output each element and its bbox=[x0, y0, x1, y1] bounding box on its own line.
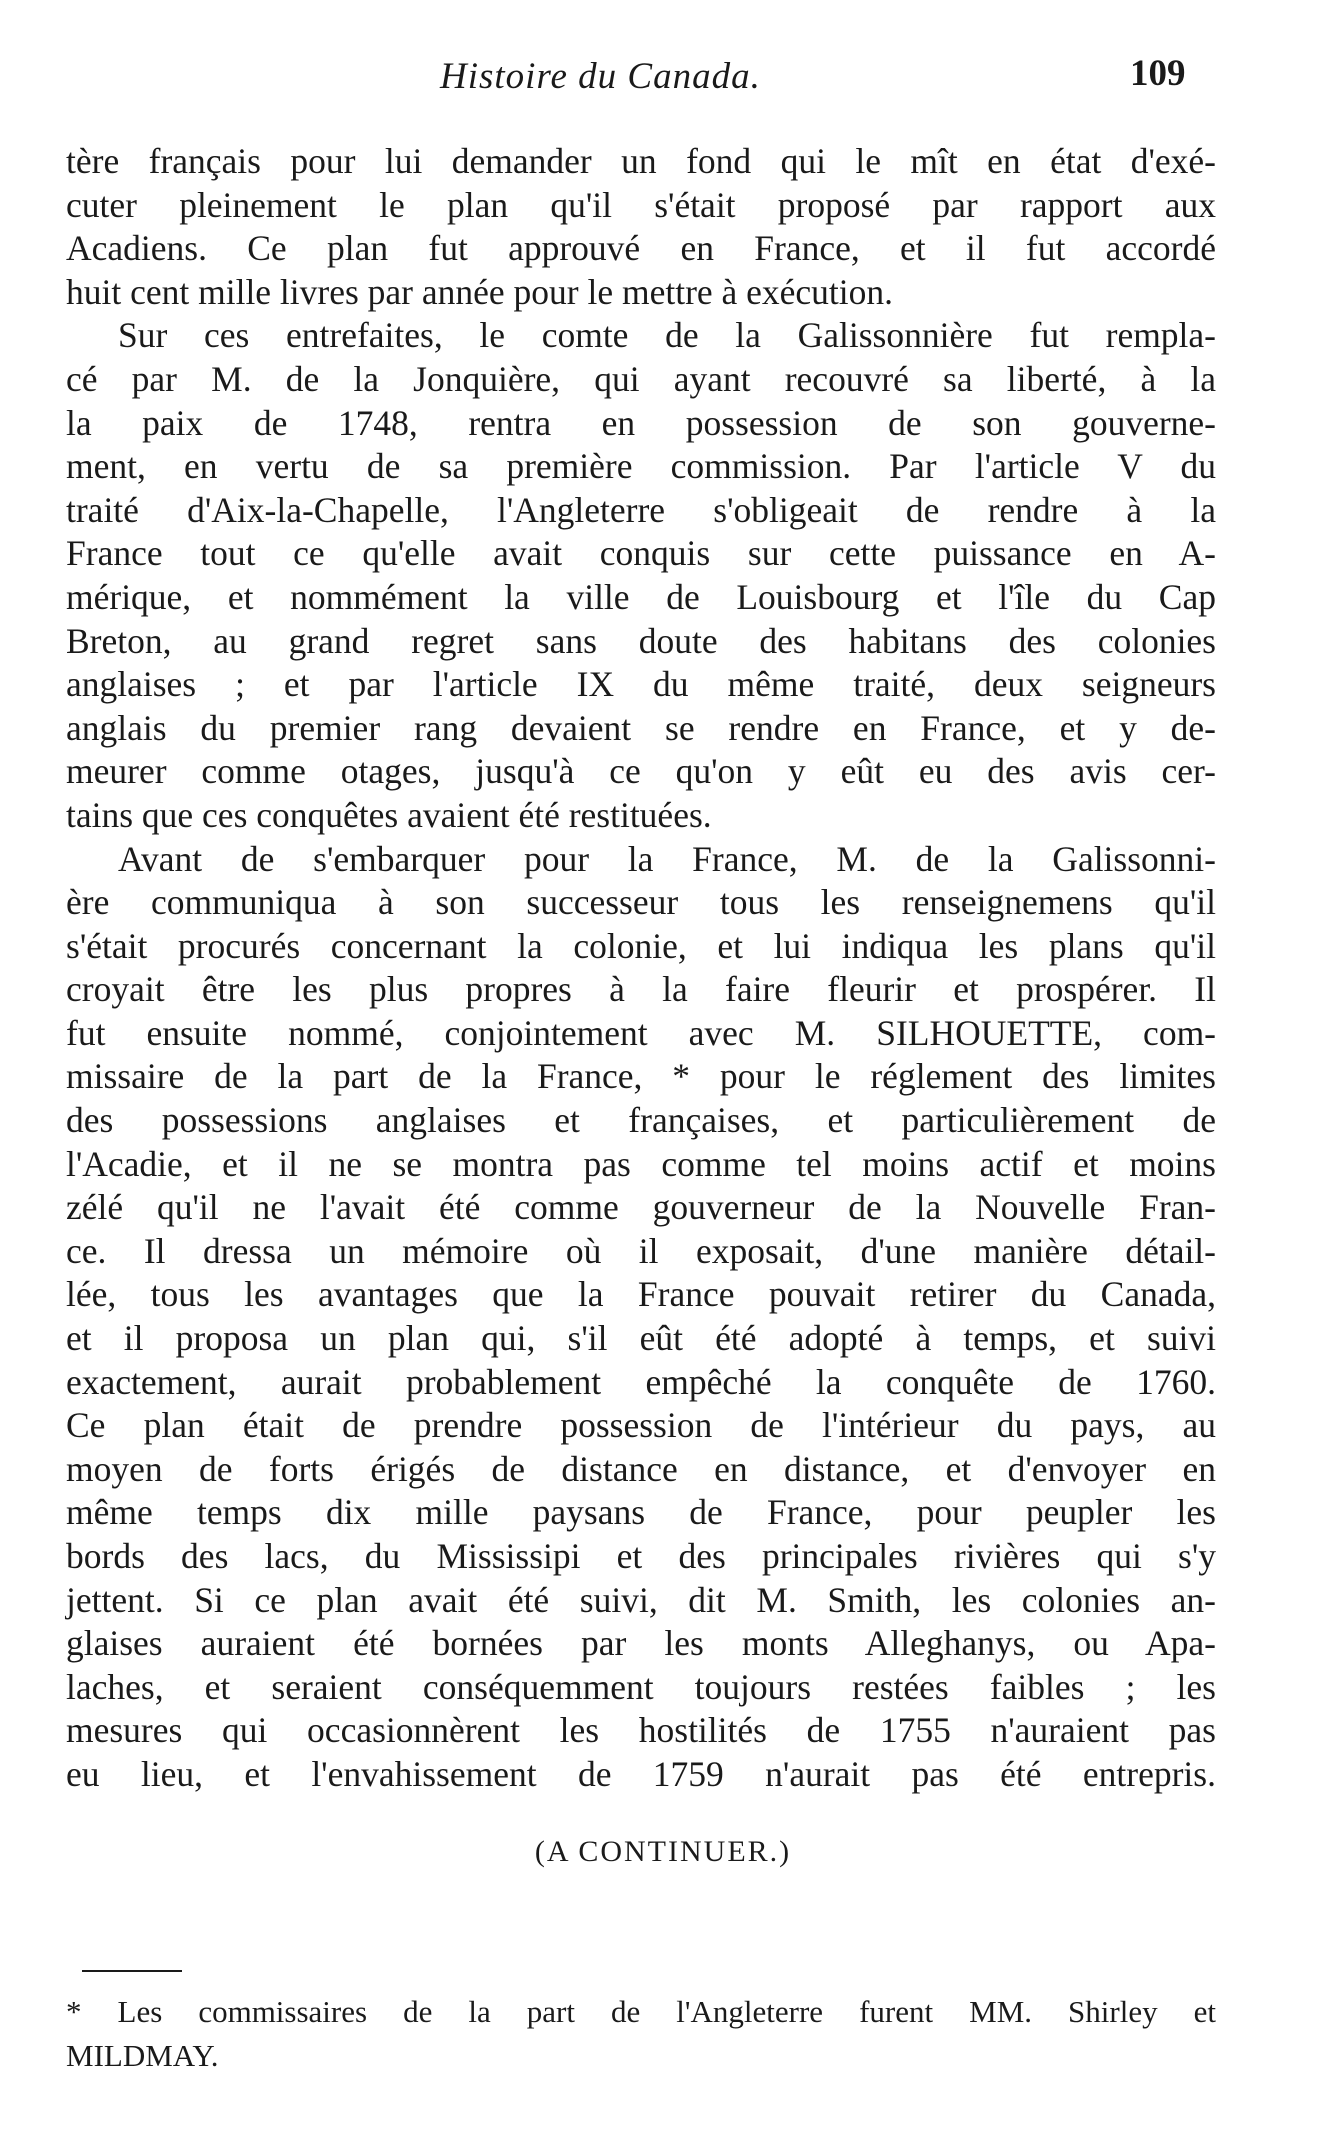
text-line: lée, tous les avantages que la France pouvait retirer du Canada, bbox=[66, 1274, 1216, 1315]
text-line: ce. Il dressa un mémoire où il exposait, d'une manière détail- bbox=[66, 1230, 1216, 1271]
text-line: l'Acadie, et il ne se montra pas comme tel moins actif et moins bbox=[66, 1143, 1216, 1184]
text-line: bords des lacs, du Mississipi et des principales rivières qui s'y bbox=[66, 1536, 1216, 1576]
text-line: Sur ces entrefaites, le comte de la Galissonnière fut rempla- bbox=[118, 315, 1216, 356]
text-line: laches, et seraient conséquemment toujours restées faibles ; les bbox=[66, 1666, 1216, 1707]
footnote bbox=[66, 1990, 1216, 2078]
running-title: Histoire du Canada. bbox=[440, 56, 761, 97]
body-text bbox=[66, 140, 1216, 1797]
text-line: Acadiens. Ce plan fut approuvé en France, et il fut accordé bbox=[66, 228, 1216, 269]
text-line: s'était procurés concernant la colonie, et lui indiqua les plans qu'il bbox=[66, 925, 1216, 966]
text-line: mesures qui occasionnèrent les hostilités de 1755 n'auraient pas bbox=[66, 1710, 1216, 1751]
text-line: cuter pleinement le plan qu'il s'était proposé par rapport aux bbox=[66, 184, 1216, 225]
page-number: 109 bbox=[1130, 53, 1186, 94]
text-line: cé par M. de la Jonquière, qui ayant recouvré sa liberté, à la bbox=[66, 358, 1216, 399]
text-line: Ce plan était de prendre possession de l'intérieur du pays, au bbox=[66, 1405, 1216, 1446]
text-line: meurer comme otages, jusqu'à ce qu'on y eût eu des avis cer- bbox=[66, 751, 1216, 792]
text-line: anglaises ; et par l'article IX du même traité, deux seigneurs bbox=[66, 664, 1216, 705]
text-line: croyait être les plus propres à la faire fleurir et prospérer. Il bbox=[66, 969, 1216, 1010]
running-head bbox=[0, 55, 1326, 115]
text-line: moyen de forts érigés de distance en distance, et d'envoyer en bbox=[66, 1448, 1216, 1489]
text-line: jettent. Si ce plan avait été suivi, dit M. Smith, les colonies an- bbox=[66, 1579, 1216, 1620]
text-line: glaises auraient été bornées par les monts Alleghanys, ou Apa- bbox=[66, 1623, 1216, 1664]
footnote-rule bbox=[82, 1970, 182, 1972]
text-line: anglais du premier rang devaient se rendre en France, et y de- bbox=[66, 707, 1216, 748]
text-line: traité d'Aix-la-Chapelle, l'Angleterre s'obligeait de rendre à la bbox=[66, 489, 1216, 530]
text-line: tains que ces conquêtes avaient été restituées. bbox=[66, 794, 712, 835]
text-line: missaire de la part de la France, * pour le réglement des limites bbox=[66, 1056, 1216, 1097]
text-line: huit cent mille livres par année pour le mettre à exécution. bbox=[66, 271, 894, 312]
text-line: ment, en vertu de sa première commission. Par l'article V du bbox=[66, 446, 1216, 487]
text-line: même temps dix mille paysans de France, pour peupler les bbox=[66, 1492, 1216, 1533]
text-line: France tout ce qu'elle avait conquis sur cette puissance en A- bbox=[66, 533, 1216, 574]
text-line: ère communiqua à son successeur tous les renseignemens qu'il bbox=[66, 882, 1216, 923]
text-line: Avant de s'embarquer pour la France, M. de la Galissonni- bbox=[118, 838, 1216, 879]
text-line: et il proposa un plan qui, s'il eût été adopté à temps, et suivi bbox=[66, 1318, 1216, 1359]
text-line: tère français pour lui demander un fond qui le mît en état d'exé- bbox=[66, 141, 1216, 181]
text-line: des possessions anglaises et françaises, et particulièrement de bbox=[66, 1100, 1216, 1141]
text-line: Breton, au grand regret sans doute des habitans des colonies bbox=[66, 620, 1216, 661]
text-line: exactement, aurait probablement empêché la conquête de 1760. bbox=[66, 1361, 1216, 1402]
text-line: eu lieu, et l'envahissement de 1759 n'aurait pas été entrepris. bbox=[66, 1753, 1216, 1794]
text-line: fut ensuite nommé, conjointement avec M. SILHOUETTE, com- bbox=[66, 1012, 1216, 1053]
text-line: zélé qu'il ne l'avait été comme gouverneur de la Nouvelle Fran- bbox=[66, 1187, 1216, 1228]
text-line: la paix de 1748, rentra en possession de son gouverne- bbox=[66, 402, 1216, 443]
to-be-continued: (A CONTINUER.) bbox=[534, 1835, 792, 1868]
footnote-line: MILDMAY. bbox=[66, 2038, 219, 2073]
text-line: mérique, et nommément la ville de Louisbourg et l'île du Cap bbox=[66, 576, 1216, 617]
footnote-line: * Les commissaires de la part de l'Angleterre furent MM. Shirley et bbox=[66, 1994, 1216, 2029]
